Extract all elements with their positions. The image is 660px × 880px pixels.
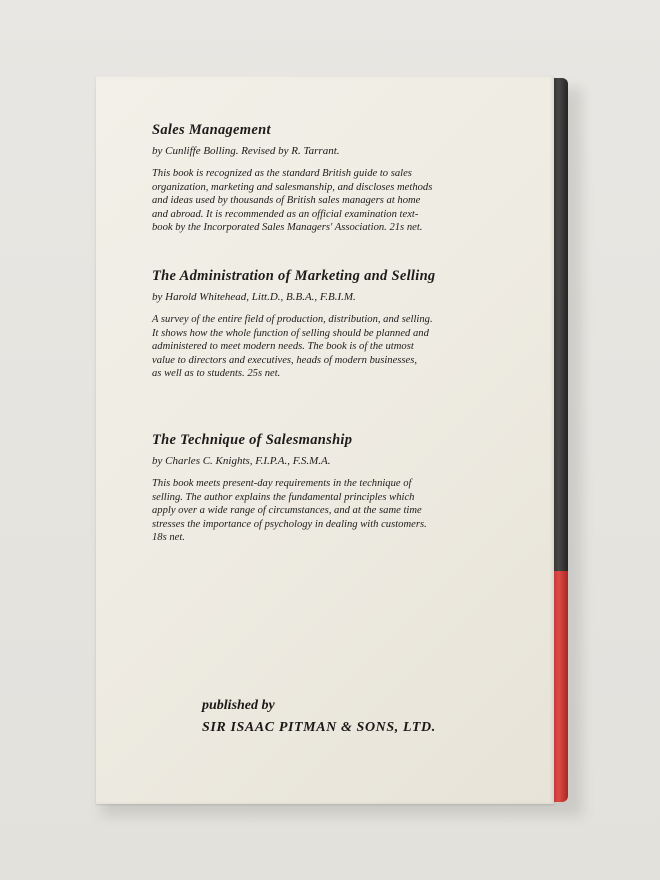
description-line: apply over a wide range of circumstances, and at the same time xyxy=(152,505,422,517)
description-line: and abroad. It is recommended as an official examination text- xyxy=(152,208,419,220)
description-line: administered to meet modern needs. The book is of the utmost xyxy=(152,341,414,353)
description-line: 18s net. xyxy=(152,532,185,544)
book-title: The Technique of Salesmanship xyxy=(152,432,353,448)
description-line: It shows how the whole function of selling should be planned and xyxy=(152,327,429,339)
back-cover xyxy=(96,76,554,804)
publisher-label: published by xyxy=(202,698,275,713)
book-entry-salesmanship xyxy=(152,432,508,545)
book-entry-sales-management xyxy=(152,122,508,235)
description-line: stresses the importance of psychology in dealing with customers. xyxy=(152,518,427,530)
description-line: value to directors and executives, heads of modern businesses, xyxy=(152,354,417,366)
publisher-name: SIR ISAAC PITMAN & SONS, LTD. xyxy=(202,720,436,735)
book-title: The Administration of Marketing and Selling xyxy=(152,268,436,284)
description-line: selling. The author explains the fundamental principles which xyxy=(152,491,415,503)
description-line: book by the Incorporated Sales Managers' Association. 21s net. xyxy=(152,222,423,234)
book-author: by Harold Whitehead, Litt.D., B.B.A., F.B.I.M. xyxy=(152,291,356,303)
description-line: This book meets present-day requirements in the technique of xyxy=(152,478,412,489)
description-line: This book is recognized as the standard British guide to sales xyxy=(152,168,412,179)
book-description xyxy=(152,167,508,235)
description-line: A survey of the entire field of production, distribution, and selling. xyxy=(152,314,433,325)
description-line: organization, marketing and salesmanship, and discloses methods xyxy=(152,181,433,193)
book-description xyxy=(152,313,508,381)
book-entry-administration xyxy=(152,268,508,381)
description-line: as well as to students. 25s net. xyxy=(152,368,281,380)
book-author: by Charles C. Knights, F.I.P.A., F.S.M.A. xyxy=(152,455,331,467)
description-line: and ideas used by thousands of British sales managers at home xyxy=(152,195,421,207)
book-author: by Cunliffe Bolling. Revised by R. Tarrant. xyxy=(152,145,340,157)
book-description xyxy=(152,477,508,545)
publisher-block xyxy=(202,698,436,736)
book-title: Sales Management xyxy=(152,122,271,138)
